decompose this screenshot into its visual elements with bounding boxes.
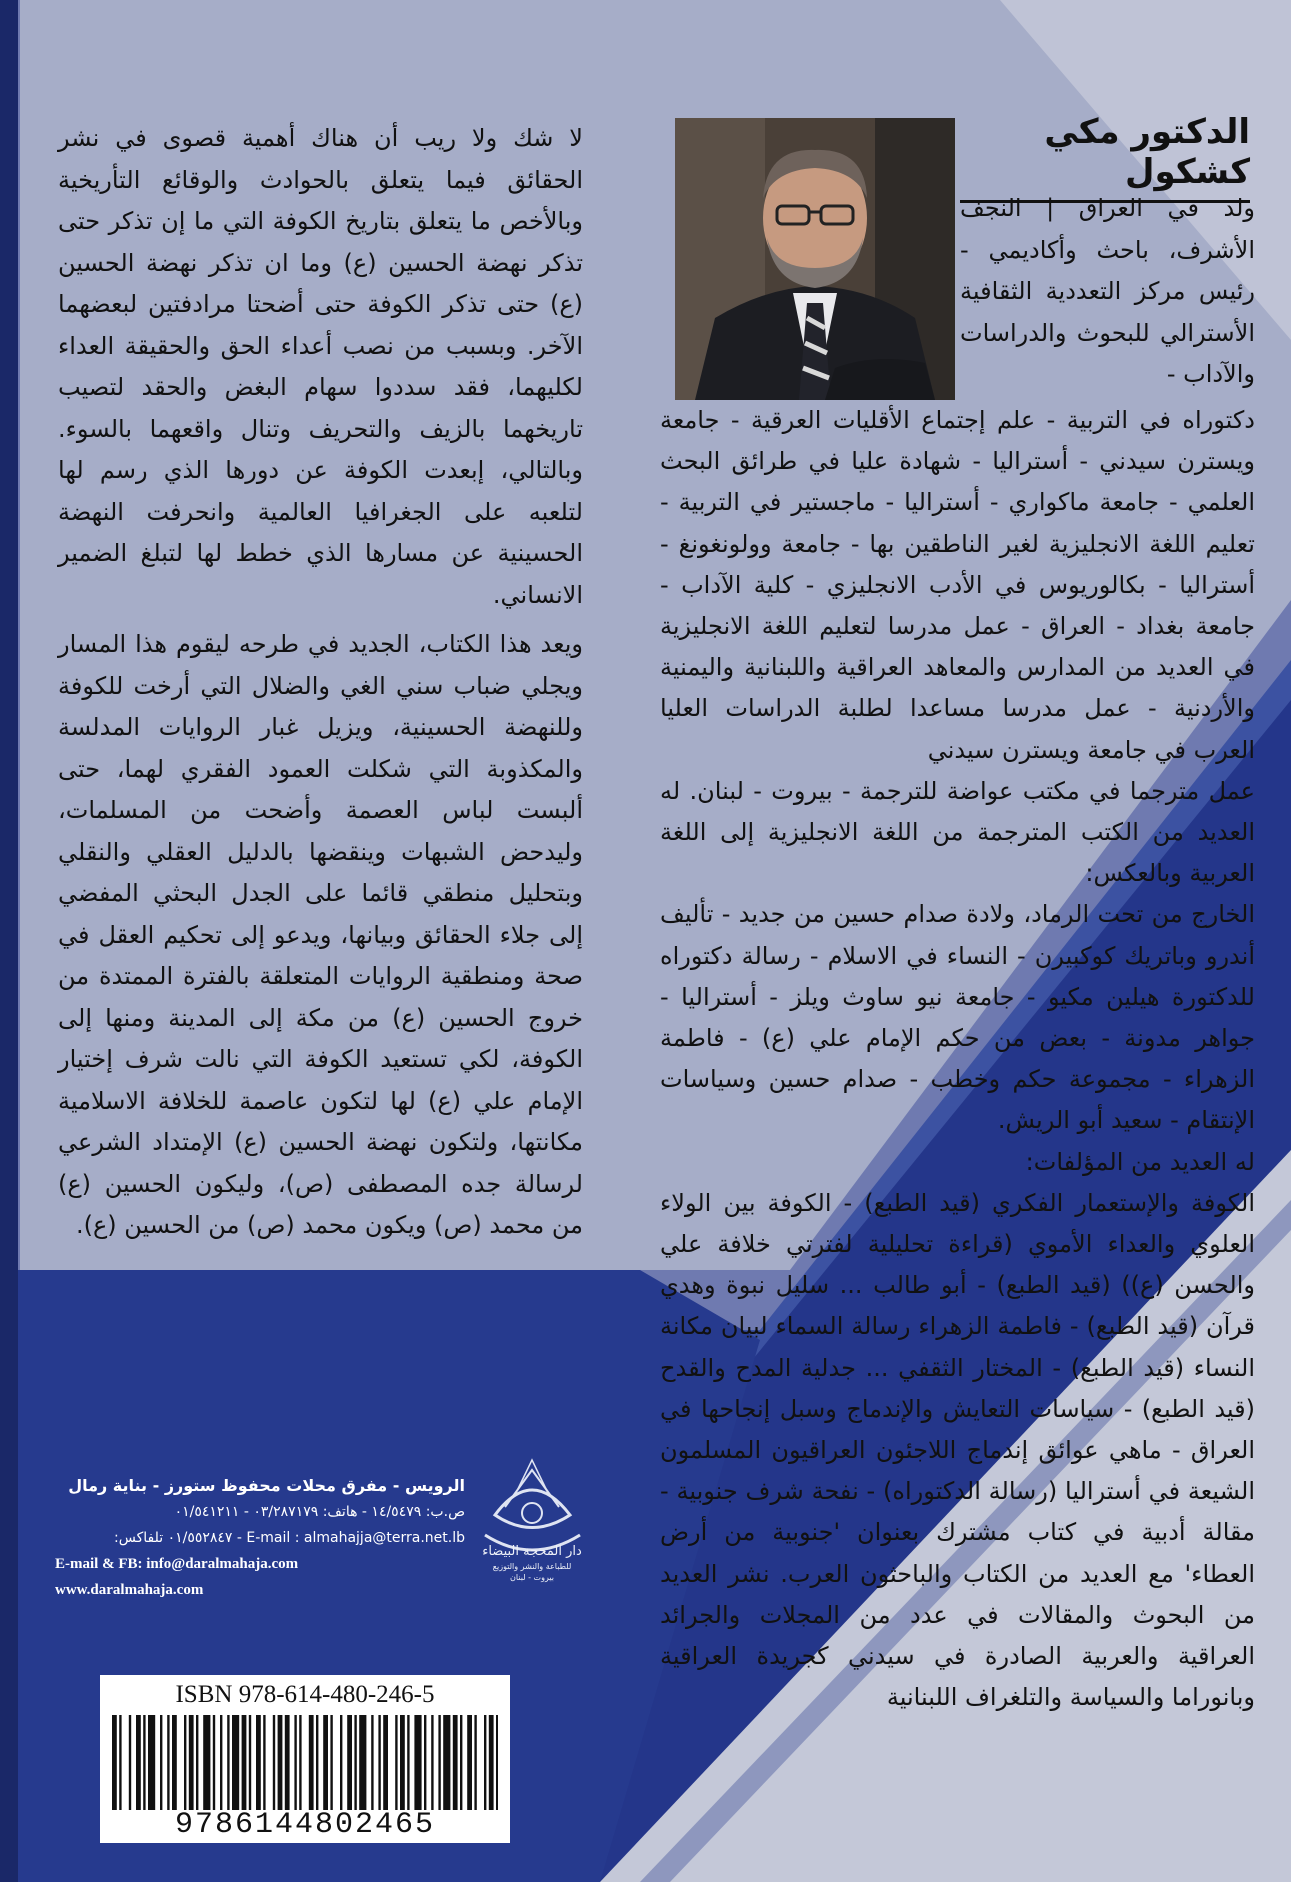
barcode-bar	[148, 1715, 155, 1810]
barcode-bar	[395, 1715, 397, 1810]
barcode-bar	[383, 1715, 388, 1810]
bio-education: دكتوراه في التربية - علم إجتماع الأقليات العرقية - جامعة ويسترن سيدني - أستراليا - شهادة عليا في طرائق البحث العلمي - جامعة ماكواري - أستراليا - ماجستير في التربية - تعليم اللغة الانجليزية لغير الناطقين بها - جامعة وولونغونغ - أستراليا - بكالوريوس في الأدب الانجليزي - كلية الآداب - جامعة بغداد - العراق - عمل مدرسا لتعليم اللغة الانجليزية في العديد من المدارس والمعاهد العراقية واللبنانية واليمنية والأردنية - عمل مدرسا مساعدا لطلبة الدراسات العليا العرب في جامعة ويسترن سيدني	[660, 406, 1255, 764]
barcode-bar	[467, 1715, 472, 1810]
author-name: الدكتور مكي كشكول	[960, 112, 1250, 203]
barcode-bar	[160, 1715, 162, 1810]
barcode-bar	[112, 1715, 117, 1810]
barcode-bar	[453, 1715, 458, 1810]
barcode-bar	[242, 1715, 247, 1810]
barcode-bar	[316, 1715, 318, 1810]
barcode-bar	[213, 1715, 215, 1810]
author-bio	[660, 400, 1255, 1719]
barcode-bar	[323, 1715, 328, 1810]
barcode-bar	[189, 1715, 194, 1810]
synopsis-column	[58, 118, 583, 1247]
barcode-bar	[489, 1715, 494, 1810]
barcode-bar	[474, 1715, 476, 1810]
bio-works-heading: له العديد من المؤلفات:	[1025, 1147, 1255, 1176]
barcode-bar	[129, 1715, 131, 1810]
barcode-bar	[309, 1715, 314, 1810]
barcode-bar	[400, 1715, 405, 1810]
barcode-bar	[203, 1715, 210, 1810]
publisher-phones: ص.ب: ١٤/٥٤٧٩ - هاتف: ٠٣/٢٨٧١٧٩ - ٠١/٥٤١٢١١	[174, 1504, 465, 1520]
publisher-contacts	[55, 1473, 465, 1603]
barcode-bar	[196, 1715, 198, 1810]
isbn-barcode	[100, 1675, 510, 1843]
barcode-bar	[484, 1715, 486, 1810]
barcode-bar	[438, 1715, 440, 1810]
barcode-bar	[136, 1715, 141, 1810]
barcode-bar	[119, 1715, 121, 1810]
publisher-address: الرويس - مفرق محلات محفوظ ستورز - بناية رمال	[68, 1476, 465, 1495]
barcode-bar	[354, 1715, 356, 1810]
barcode-bar	[256, 1715, 261, 1810]
barcode-bar	[220, 1715, 222, 1810]
barcode-bar	[143, 1715, 145, 1810]
barcode-bar	[249, 1715, 251, 1810]
barcode-bar	[227, 1715, 229, 1810]
publisher-email: E-mail & FB: info@daralmahaja.com	[55, 1556, 299, 1572]
publisher-block	[55, 1445, 600, 1605]
barcode-bar	[294, 1715, 296, 1810]
barcode-bar	[285, 1715, 290, 1810]
barcode-bar	[172, 1715, 177, 1810]
barcode-bar	[443, 1715, 450, 1810]
bio-translation-work: عمل مترجما في مكتب عواضة للترجمة - بيروت - لبنان. له العديد من الكتب المترجمة من اللغة الانجليزية إلى اللغة العربية وبالعكس:	[660, 776, 1255, 888]
barcode-bar	[431, 1715, 433, 1810]
synopsis-paragraph-2: ويعد هذا الكتاب، الجديد في طرحه ليقوم هذا المسار ويجلي ضباب سني الغي والضلال التي أرخت للكوفة وللنهضة الحسينية، ويزيل غبار الروايات المدلسة والمكذوبة التي شكلت العمود الفقري لهما، حتى ألبست لباس العصمة وأضحت من المسلمات، وليدحض الشبهات وينقضها بالدليل العقلي والنقلي وبتحليل منطقي قائما على الجدل البحثي المفضي إلى جلاء الحقائق وبيانها، ويدعو إلى تحكيم العقل في صحة ومنطقية الروايات المتعلقة بالفترة الممتدة من خروج الحسين (ع) من مكة إلى المدينة ومنها إلى الكوفة، لكي تستعيد الكوفة التي نالت شرف إختيار الإمام علي (ع) لها لتكون عاصمة للخلافة الاسلامية مكانتها، ولتكون نهضة الحسين (ع) الإمتداد الشرعي لرسالة جده المصطفى (ص)، وليكون الحسين (ع) من محمد (ص) ويكون محمد (ص) من الحسين (ع).	[58, 630, 583, 1239]
barcode-bar	[184, 1715, 186, 1810]
barcode-bar	[407, 1715, 409, 1810]
barcode-bar	[371, 1715, 373, 1810]
logo-title: دار المحجة البيضاء	[482, 1544, 582, 1559]
logo-city: بيروت - لبنان	[510, 1573, 554, 1582]
author-photo	[675, 118, 955, 400]
isbn-label: ISBN 978-614-480-246-5	[175, 1681, 435, 1708]
publisher-logo	[465, 1445, 600, 1585]
barcode-bar	[347, 1715, 352, 1810]
barcode-bar	[232, 1715, 239, 1810]
barcode-bar	[340, 1715, 342, 1810]
barcode-bar	[496, 1715, 498, 1810]
barcode-bar	[359, 1715, 366, 1810]
barcode-bar	[414, 1715, 421, 1810]
barcode-bar	[460, 1715, 462, 1810]
barcode-bar	[278, 1715, 283, 1810]
barcode-bar	[299, 1715, 301, 1810]
bio-translated-books: الخارج من تحت الرماد، ولادة صدام حسين من جديد - تأليف أندرو وباتريك كوكبيرن - النساء في الاسلام - رسالة دكتوراه للدكتورة هيلين مكيو - جامعة نيو ساوث ويلز - أستراليا - جواهر مدونة - بعض من حكم الإمام علي (ع) - فاطمة الزهراء - مجموعة حكم وخطب - صدام حسين وسياسات الإنتقام - سعيد أبو الريش.	[660, 900, 1255, 1135]
barcode-bar	[378, 1715, 380, 1810]
barcode-bar	[273, 1715, 275, 1810]
barcode-bar	[330, 1715, 332, 1810]
barcode-bar	[167, 1715, 169, 1810]
barcode-bars	[112, 1715, 498, 1810]
author-bio-intro: ولد في العراق | النجف الأشرف، باحث وأكاديمي - رئيس مركز التعددية الثقافية الأسترالي للبحوث والدراسات والآداب -	[960, 194, 1255, 388]
publisher-website: www.daralmahaja.com	[55, 1582, 204, 1598]
synopsis-paragraph-1: لا شك ولا ريب أن هناك أهمية قصوى في نشر الحقائق فيما يتعلق بالحوادث والوقائع التأريخية وبالأخص ما يتعلق بتاريخ الكوفة التي ما إن تذكر حتى تذكر نهضة الحسين (ع) وما ان تذكر نهضة الحسين (ع) حتى تذكر الكوفة حتى أضحتا مرادفتين لبعضهما الآخر. وبسبب من نصب أعداء الحق والحقيقة العداء لكليهما، فقد سددوا سهام البغض والحقد لتصيب تاريخهما بالزيف والتحريف وتنال واقعهما بالسوء. وبالتالي، إبعدت الكوفة عن دورها الذي رسم لها لتلعبه على الجغرافيا العالمية وانحرفت النهضة الحسينية عن مسارها الذي خطط لها لتبلغ الضمير الانساني.	[58, 124, 583, 609]
logo-subtitle: للطباعة والنشر والتوزيع	[492, 1562, 572, 1571]
barcode-digits: 9786144802465	[174, 1808, 436, 1842]
bio-authored-books: الكوفة والإستعمار الفكري (قيد الطبع) - الكوفة بين الولاء العلوي والعداء الأموي (قراءة تحليلية لفترتي خلافة علي والحسن (ع)) (قيد الطبع) - أبو طالب ... سليل نبوة وهدي قرآن (قيد الطبع) - فاطمة الزهراء رسالة السماء لبيان مكانة النساء (قيد الطبع) - المختار الثقفي ... جدلية المدح والقدح (قيد الطبع) - سياسات التعايش والإندماج وسبل إنجاحها في العراق - ماهي عوائق إندماج اللاجئون العراقيون المسلمون الشيعة في أستراليا (رسالة الدكتوراه) - نفحة شرف جنوبية - مقالة أدبية في كتاب مشترك بعنوان 'جنوبية من أرض العطاء' مع العديد من الكتاب والباحثون العرب. نشر العديد من البحوث والمقالات في عدد من المجلات والجرائد العراقية والعربية الصادرة في سيدني كجريدة العراقية وبانوراما والسياسة والتلغراف اللبنانية	[660, 1188, 1255, 1712]
barcode-bar	[263, 1715, 265, 1810]
barcode-bar	[424, 1715, 426, 1810]
publisher-fax-email: E-mail : almahajja@terra.net.lb - ٠١/٥٥٢٨٤٧ تلفاكس:	[114, 1530, 465, 1546]
